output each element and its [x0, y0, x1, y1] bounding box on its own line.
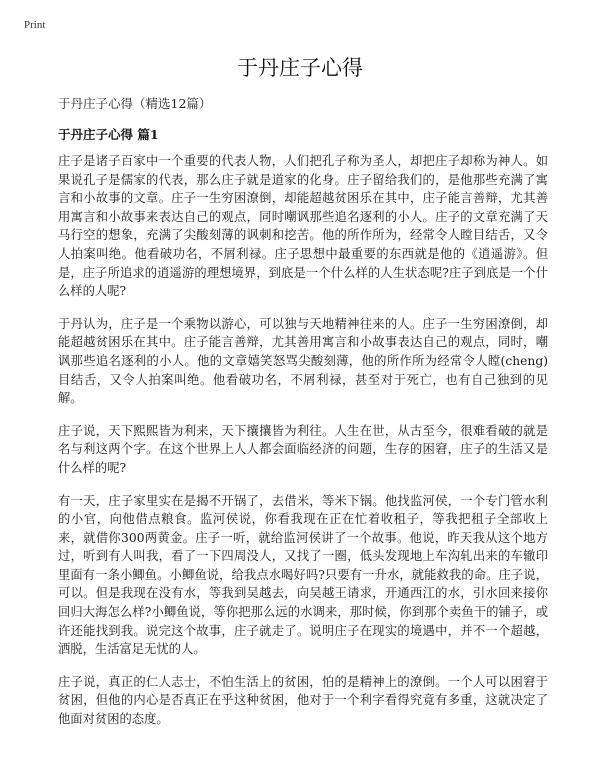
- page-title: 于丹庄子心得: [237, 56, 363, 80]
- print-label: Print: [24, 19, 46, 31]
- section-heading: 于丹庄子心得 篇1: [58, 127, 159, 142]
- document-subtitle: 于丹庄子心得（精选12篇）: [58, 96, 212, 111]
- paragraph-5: 庄子说，真正的仁人志士，不怕生活上的贫困，怕的是精神上的潦倒。一个人可以困窘于贫困，但他的内心是否真正在乎这种贫困，他对于一个利字看得究竟有多重，这就决定了他面对贫困的态度。: [58, 674, 548, 727]
- paragraph-2: 于丹认为，庄子是一个乘物以游心，可以独与天地精神往来的人。庄子一生穷困潦倒，却能超越贫困乐在其中。庄子能言善辩，尤其善用寓言和小故事表达自己的观点，同时，嘲讽那些追名逐利的小人。他的文章嬉笑怒骂尖酸刻薄，他的所作所为经常令人瞠(cheng)目结舌，又令人拍案叫绝。他看破功名，不屑利禄，甚至对于死亡，也有自己独到的见解。: [58, 316, 548, 406]
- article-body: [58, 152, 548, 743]
- paragraph-4: 有一天，庄子家里实在是揭不开锅了，去借米，等米下锅。他找监河侯，一个专门管水利的小官，向他借点粮食。监河侯说，你看我现在正在忙着收租子，等我把租子全部收上来，就借你300两黄金。庄子一听，就给监河侯讲了一个故事。他说，昨天我从这个地方过，听到有人叫我，看了一下四周没人，又找了一圈，低头发现地上车沟轧出来的车辙印里面有一条小鲫鱼。小鲫鱼说，给我点水喝好吗?只要有一升水，就能救我的命。庄子说，可以。但是我现在没有水，等我到吴越去，向吴越王请求，开通西江的水，引水回来接你回归大海怎么样?小鲫鱼说，等你把那么远的水调来，那时候，你到那个卖鱼干的铺子，或许还能找到我。说完这个故事，庄子就走了。说明庄子在现实的境遇中，并不一个超越，洒脱，生活富足无忧的人。: [58, 493, 548, 657]
- paragraph-3: 庄子说，天下熙熙皆为利来，天下攘攘皆为利往。人生在世，从古至今，很难看破的就是名与利这两个字。在这个世界上人人都会面临经济的问题，生存的困窘，庄子的生活又是什么样的呢?: [58, 423, 548, 475]
- paragraph-1: 庄子是诸子百家中一个重要的代表人物，人们把孔子称为圣人，却把庄子却称为神人。如果说孔子是儒家的代表，那么庄子就是道家的化身。庄子留给我们的，是他那些充满了寓言和小故事的文章。庄子一生穷困潦倒，却能超越贫困乐在其中，庄子能言善辩，尤其善用寓言和小故事来表达自己的观点，同时嘲讽那些追名逐利的小人。庄子的文章充满了天马行空的想象，充满了尖酸刻薄的讽刺和挖苦。他的所作所为，经常令人瞠目结舌，又令人拍案叫绝。他看破功名，不屑利禄。庄子思想中最重要的东西就是他的《逍遥游》。但是，庄子所追求的逍遥游的理想境界，到底是一个什么样的人生状态呢?庄子到底是一个什么样的人呢?: [58, 154, 548, 299]
